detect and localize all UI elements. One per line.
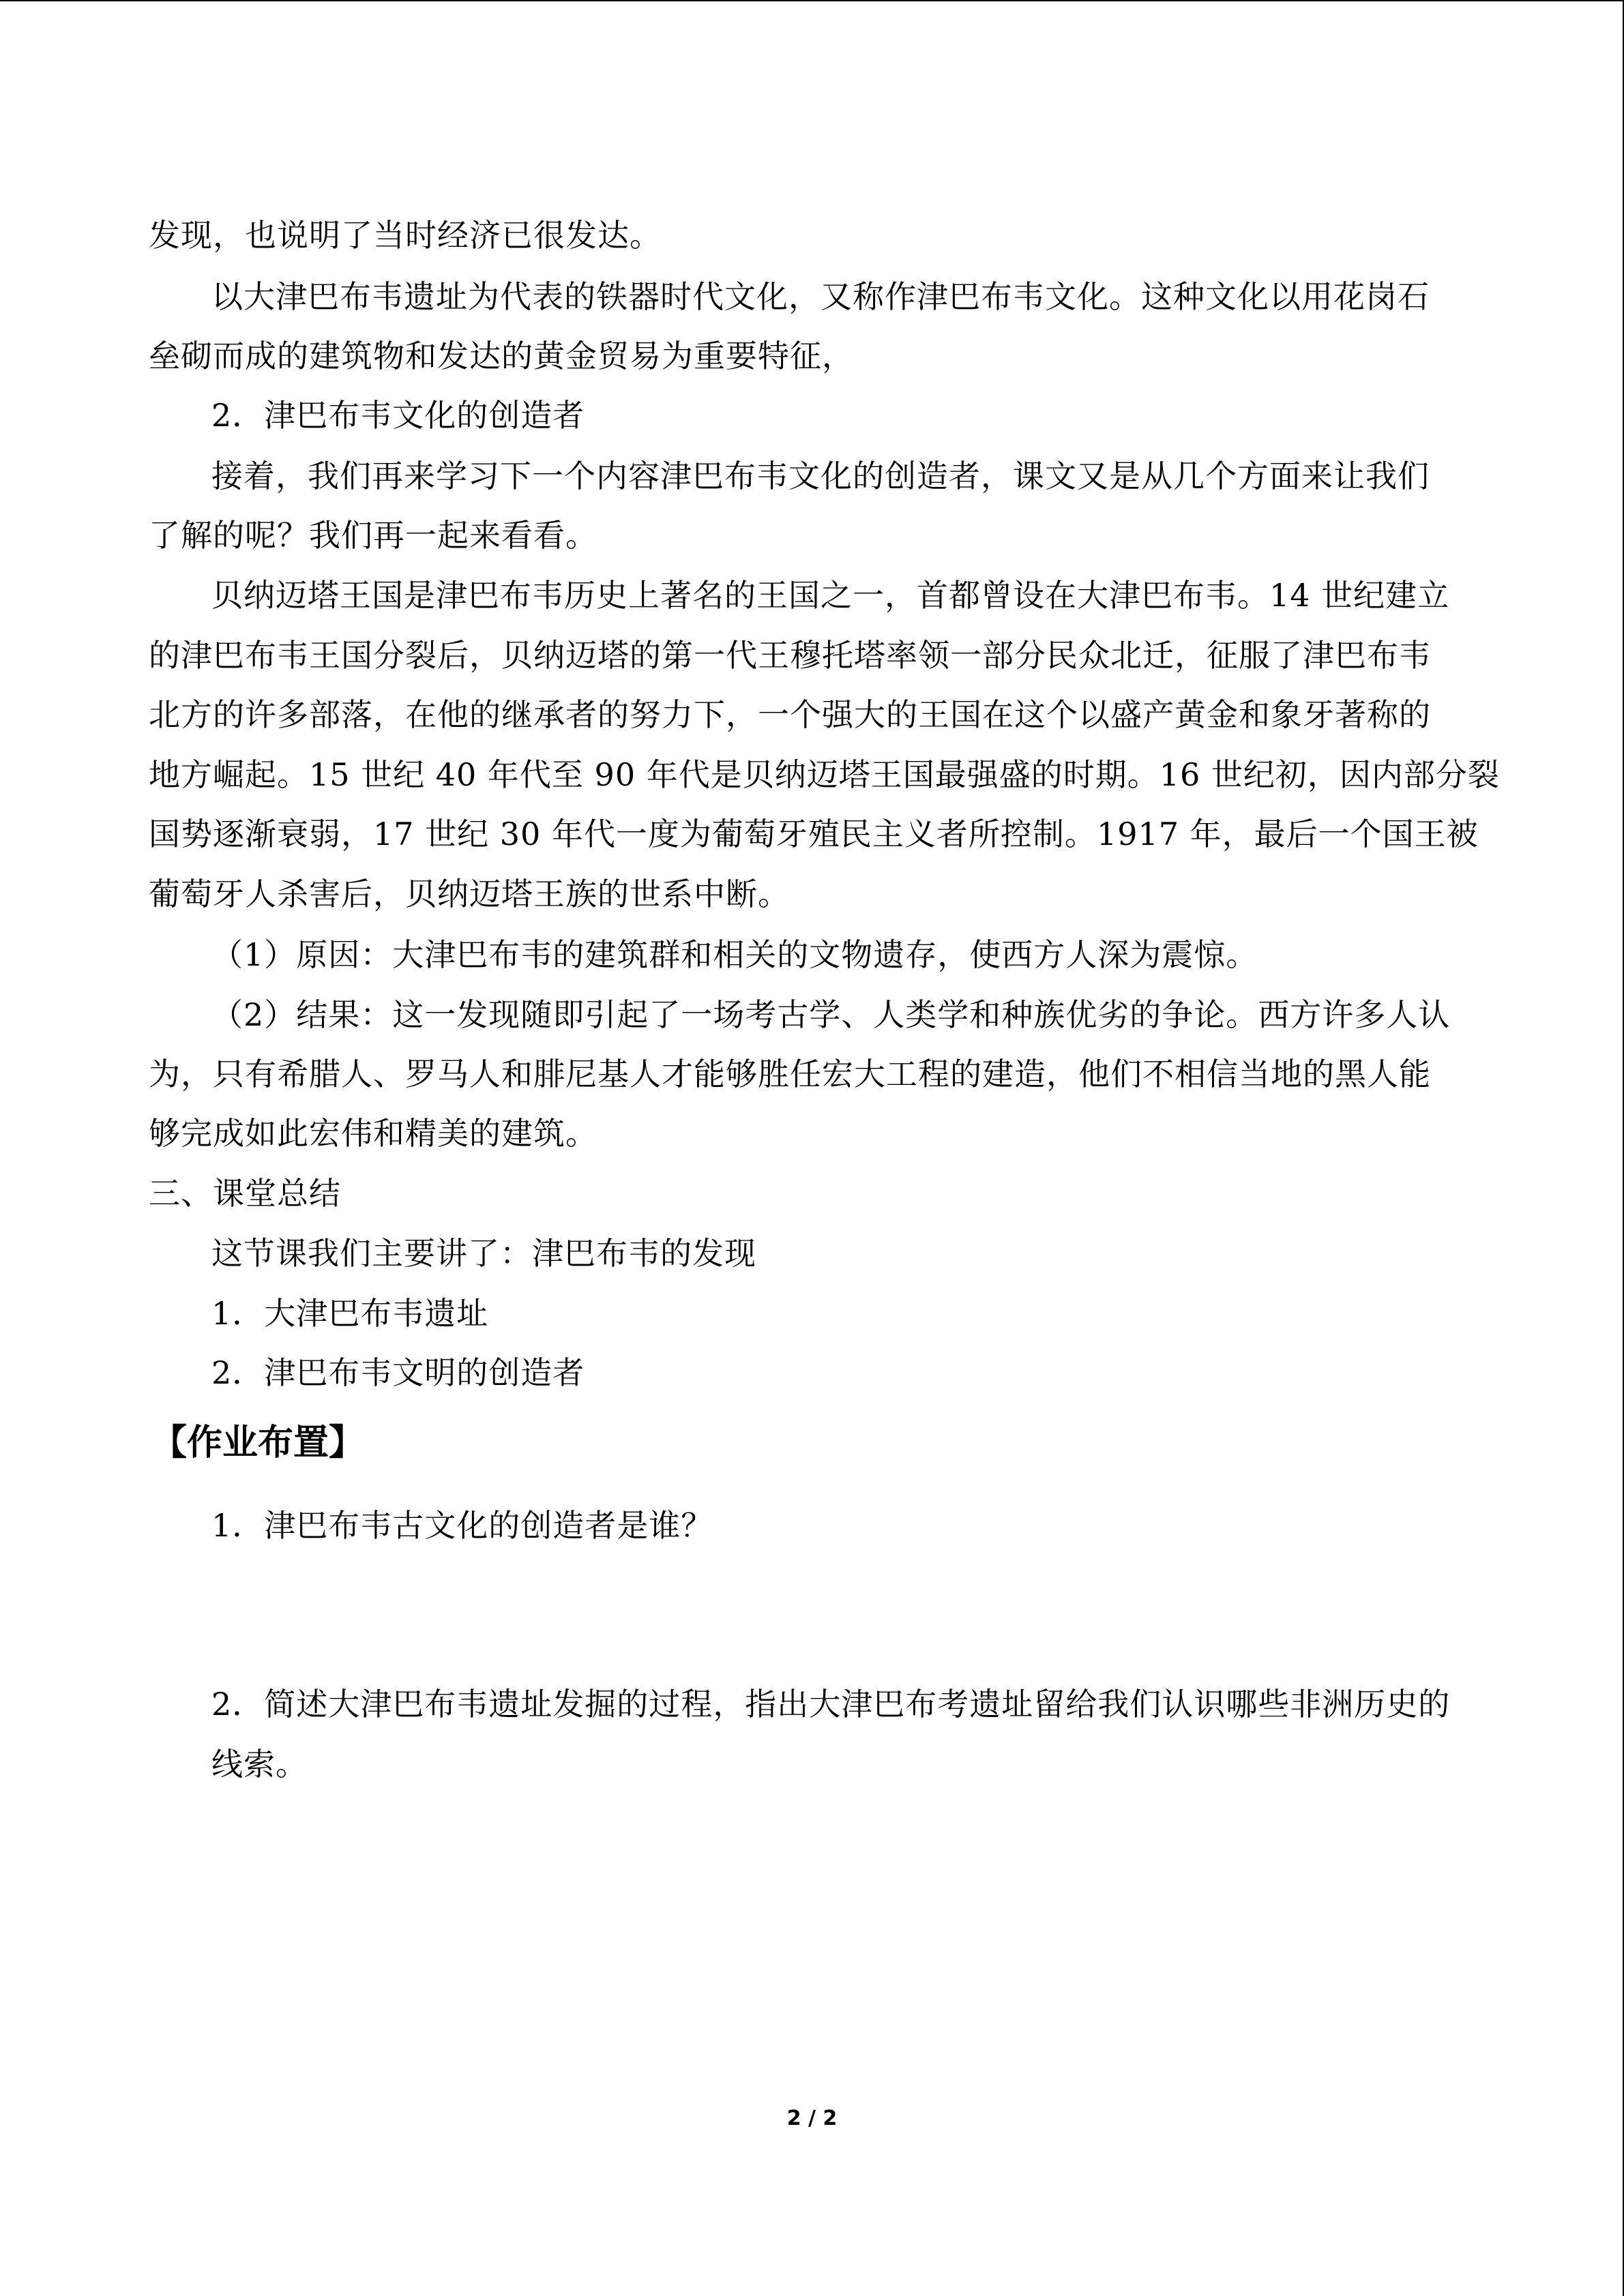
paragraph-line: 以大津巴布韦遗址为代表的铁器时代文化，又称作津巴布韦文化。这种文化以用花岗石 bbox=[211, 278, 1430, 315]
list-item: 1．大津巴布韦遗址 bbox=[211, 1295, 489, 1332]
paragraph-line: （2）结果：这一发现随即引起了一场考古学、人类学和种族优劣的争论。西方许多人认 bbox=[211, 996, 1451, 1033]
paragraph-line: （1）原因：大津巴布韦的建筑群和相关的文物遗存，使西方人深为震惊。 bbox=[211, 936, 1258, 973]
section-subtitle: 2．津巴布韦文化的创造者 bbox=[211, 397, 585, 434]
paragraph-line: 地方崛起。15 世纪 40 年代至 90 年代是贝纳迈塔王国最强盛的时期。16 世纪初，因内部分裂 bbox=[149, 756, 1500, 793]
section-title: 三、课堂总结 bbox=[149, 1175, 341, 1212]
homework-heading: 【作业布置】 bbox=[151, 1422, 365, 1463]
page-number: 2 / 2 bbox=[786, 2106, 838, 2130]
paragraph-line: 北方的许多部落，在他的继承者的努力下，一个强大的王国在这个以盛产黄金和象牙著称的 bbox=[149, 696, 1431, 733]
paragraph-line: 贝纳迈塔王国是津巴布韦历史上著名的王国之一，首都曾设在大津巴布韦。14 世纪建立 bbox=[211, 577, 1450, 614]
paragraph-line: 够完成如此宏伟和精美的建筑。 bbox=[149, 1115, 597, 1152]
homework-question-2: 2．简述大津巴布韦遗址发掘的过程，指出大津巴布考遗址留给我们认识哪些非洲历史的 bbox=[211, 1686, 1451, 1723]
paragraph-line: 葡萄牙人杀害后，贝纳迈塔王族的世系中断。 bbox=[149, 876, 790, 912]
homework-question-1: 1．津巴布韦古文化的创造者是谁？ bbox=[211, 1507, 713, 1544]
paragraph-line: 国势逐渐衰弱，17 世纪 30 年代一度为葡萄牙殖民主义者所控制。1917 年，最后一个国王被 bbox=[149, 816, 1479, 852]
paragraph-line: 发现，也说明了当时经济已很发达。 bbox=[149, 217, 662, 254]
list-item: 2．津巴布韦文明的创造者 bbox=[211, 1354, 585, 1391]
paragraph-line: 的津巴布韦王国分裂后，贝纳迈塔的第一代王穆托塔率领一部分民众北迁，征服了津巴布韦 bbox=[149, 637, 1431, 674]
paragraph-line: 接着，我们再来学习下一个内容津巴布韦文化的创造者，课文又是从几个方面来让我们 bbox=[211, 458, 1430, 494]
paragraph-line: 垒砌而成的建筑物和发达的黄金贸易为重要特征， bbox=[149, 338, 854, 374]
paragraph-line: 这节课我们主要讲了：津巴布韦的发现 bbox=[211, 1235, 756, 1272]
paragraph-line: 了解的呢？我们再一起来看看。 bbox=[149, 517, 597, 554]
paragraph-line: 为，只有希腊人、罗马人和腓尼基人才能够胜任宏大工程的建造，他们不相信当地的黑人能 bbox=[149, 1056, 1431, 1092]
homework-question-2-continued: 线索。 bbox=[211, 1746, 308, 1783]
